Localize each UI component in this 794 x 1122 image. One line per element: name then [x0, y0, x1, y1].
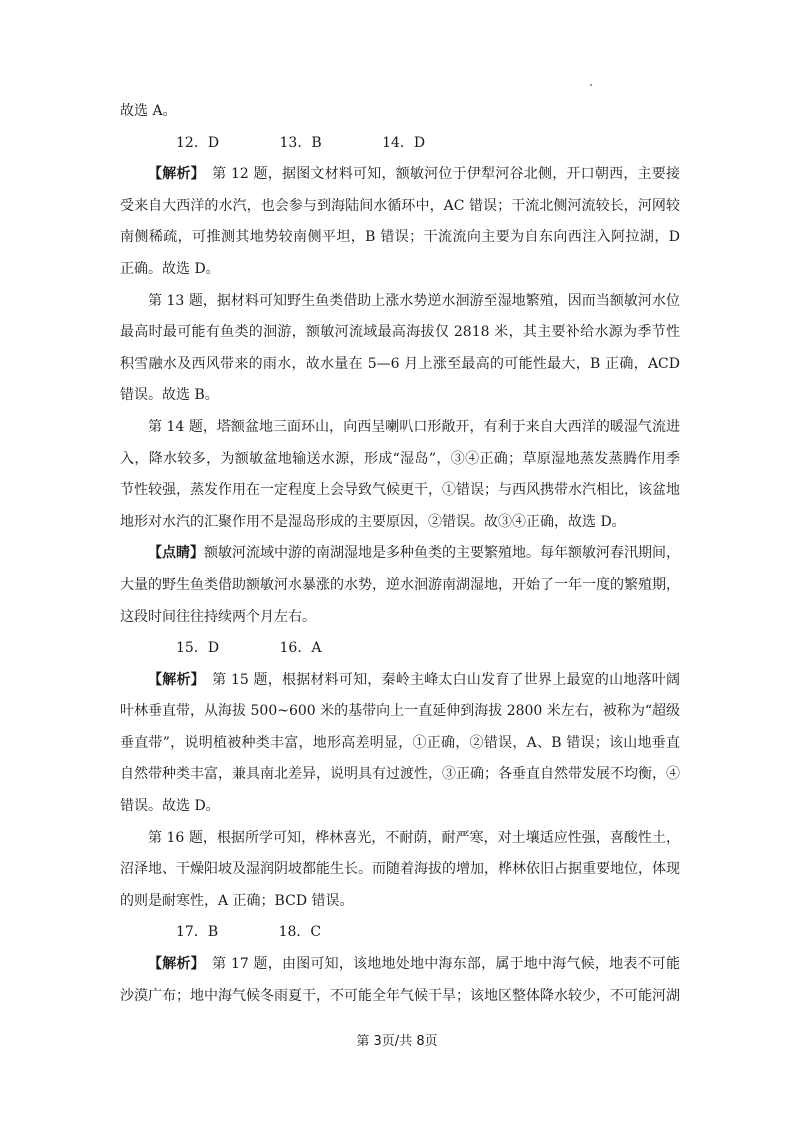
answer-15: 15．D [176, 640, 220, 657]
tip-tag: 【点睛】 [148, 545, 204, 562]
answer-line-2 [120, 633, 680, 665]
answer-17: 17．B [176, 924, 219, 941]
paragraph-q16: 第 16 题，根据所学可知，桦林喜光，不耐荫，耐严寒，对土壤适应性强，喜酸性土，沼泽地、干燥阳坡及湿润阴坡都能生长。而随着海拔的增加，桦林依旧占据重要地位，体现的则是耐寒性，A 正确；BCD 错误。 [120, 829, 680, 909]
answer-13: 13．B [279, 134, 322, 151]
answer-16: 16．A [279, 640, 322, 657]
answer-18: 18．C [278, 924, 322, 941]
intro-line: 故选 A。 [120, 103, 177, 119]
answer-14: 14．D [382, 134, 426, 151]
analysis-text: 第 12 题，据图文材料可知，额敏河位于伊犁河谷北侧，开口朝西，主要接受来自大西洋的水汽，也会参与到海陆间水循环中，AC 错误；干流北侧河流较长，河网较南侧稀疏，可推测其地势较南侧平坦，B 错误；干流流向主要为自东向西注入阿拉湖，D 正确。故选 D。 [120, 166, 681, 277]
analysis-paragraph [120, 949, 680, 1012]
page-footer: 第 3页/共 8页 [356, 1034, 438, 1049]
answer-line-1 [120, 128, 680, 160]
answer-line-3 [120, 917, 680, 949]
paragraph-q14: 第 14 题，塔额盆地三面环山，向西呈喇叭口形敞开，有利于来自大西洋的暖湿气流进入，降水较多，为额敏盆地输送水源，形成“湿岛”，③④正确；草原湿地蒸发蒸腾作用季节性较强，蒸发作用在一定程度上会导致气候更干，①错误；与西风携带水汽相比，该盆地地形对水汽的汇聚作用不是湿岛形成的主要原因，②错误。故③④正确，故选 D。 [120, 418, 680, 530]
tip-text: 额敏河流域中游的南湖湿地是多种鱼类的主要繁殖地。每年额敏河春汛期间，大量的野生鱼类借助额敏河水暴涨的水势，逆水洄游南湖湿地，开始了一年一度的繁殖期，这段时间往往持续两个月左右。 [120, 545, 680, 625]
tip-paragraph [120, 538, 680, 633]
scan-speck [590, 84, 592, 86]
analysis-text: 第 15 题，根据材料可知，秦岭主峰太白山发育了世界上最宽的山地落叶阔叶林垂直带，从海拔 500~600 米的基带向上一直延伸到海拔 2800 米左右，被称为“超级垂直带”，说明植被种类丰富，地形高差明显，①正确，②错误，A、B 错误；该山地垂直自然带种类丰富，兼具南北差异，说明具有过渡性，③正确；各垂直自然带发展不均衡，④错误。故选 D。 [120, 671, 681, 815]
page-content [120, 96, 680, 1012]
analysis-text: 第 17 题，由图可知，该地地处地中海东部，属于地中海气候，地表不可能沙漠广布；地中海气候冬雨夏干，不可能全年气候干旱；该地区整体降水较少，不可能河湖 [120, 956, 681, 1004]
paragraph-q13: 第 13 题，据材料可知野生鱼类借助上涨水势逆水洄游至湿地繁殖，因而当额敏河水位最高时最可能有鱼类的洄游，额敏河流域最高海拔仅 2818 米，其主要补给水源为季节性积雪融水及西风带来的雨水，故水量在 5—6 月上涨至最高的可能性最大，B 正确，ACD 错误。故选 B。 [120, 292, 680, 404]
analysis-paragraph [120, 665, 680, 823]
answer-12: 12．D [176, 134, 220, 151]
analysis-paragraph [120, 159, 680, 285]
analysis-tag: 【解析】 [148, 671, 198, 688]
analysis-tag: 【解析】 [148, 166, 198, 183]
analysis-tag: 【解析】 [148, 956, 198, 973]
